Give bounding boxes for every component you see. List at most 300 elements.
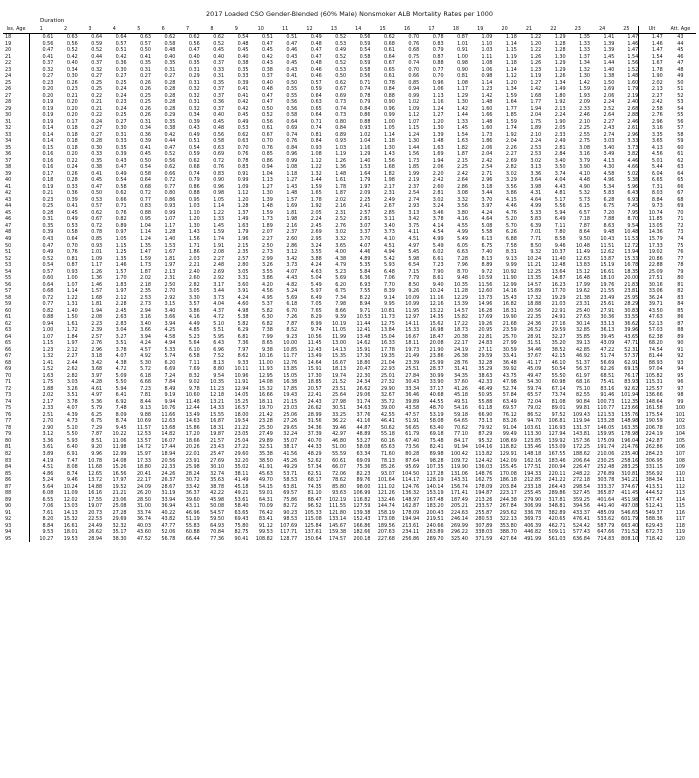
rate-cell: 15.33 (405, 327, 420, 334)
attained-age-cell: 73 (677, 229, 684, 236)
rate-cell: 33.94 (161, 496, 176, 503)
issue-age-cell: 91 (3, 510, 29, 517)
attained-age-cell: 80 (677, 275, 684, 282)
rate-cell: 2.27 (66, 353, 78, 360)
ultimate-rate-cell: 5.01 (639, 158, 665, 165)
rate-cell: 33.90 (429, 379, 444, 386)
rate-cell: 4.37 (213, 307, 225, 314)
rate-cell: 2.10 (530, 131, 542, 138)
rate-cell: 75.48 (429, 437, 444, 444)
attained-age-cell: 120 (675, 535, 686, 542)
rate-cell: 0.43 (286, 66, 298, 73)
rate-cell: 451.98 (621, 496, 639, 503)
rate-cell: 11.99 (332, 333, 347, 340)
rate-cell: 10.53 (356, 314, 371, 321)
rate-cell: 44.87 (356, 424, 371, 431)
attained-age-cell: 46 (677, 53, 684, 60)
rate-cell: 1.41 (42, 359, 54, 366)
issue-age-cell: 86 (3, 477, 29, 484)
rate-cell: 3.97 (481, 203, 493, 210)
ultimate-rate-cell: 10.74 (639, 210, 665, 217)
rate-cell: 0.23 (115, 99, 127, 106)
issue-age-cell: 34 (3, 138, 29, 145)
rate-cell: 2.45 (115, 307, 127, 314)
rate-cell: 11.93 (258, 366, 273, 373)
rate-cell: 2.25 (359, 196, 371, 203)
rate-cell: 1.26 (335, 157, 347, 164)
rate-cell: 23.81 (624, 288, 639, 295)
rate-cell: 51.91 (405, 418, 420, 425)
rate-cell: 18.35 (624, 268, 639, 275)
rate-cell: 1.73 (481, 131, 493, 138)
rate-cell: 0.34 (66, 66, 78, 73)
rate-cell: 6.49 (310, 294, 322, 301)
attained-age-cell: 54 (677, 105, 684, 112)
rate-cell: 4.82 (286, 281, 298, 288)
rate-cell: 0.88 (188, 190, 200, 197)
rate-cell: 3.02 (505, 170, 517, 177)
attained-age-cell: 57 (677, 125, 684, 132)
ultimate-rate-cell: 384.34 (639, 477, 665, 484)
rate-cell: 23.31 (575, 301, 590, 308)
rate-cell: 0.36 (66, 190, 78, 197)
rate-cell: 0.88 (140, 209, 151, 216)
rate-cell: 4.97 (408, 242, 420, 249)
rate-cell: 1.53 (359, 164, 371, 171)
rate-cell: 9.13 (140, 405, 151, 412)
rate-cell: 369.73 (524, 516, 542, 523)
ultimate-rate-cell: 2.76 (639, 112, 665, 119)
rate-cell: 3.08 (457, 190, 469, 197)
rate-cell: 2.31 (164, 275, 176, 282)
rate-cell: 1.24 (432, 105, 444, 112)
rate-cell: 14.64 (307, 359, 322, 366)
rate-cell: 17.32 (527, 294, 542, 301)
rate-cell: 31.41 (454, 366, 469, 373)
rate-cell: 33.41 (502, 353, 517, 360)
rate-cell: 0.90 (457, 66, 469, 73)
rate-cell: 10.35 (210, 379, 225, 386)
rate-cell: 14.57 (454, 307, 469, 314)
rate-cell: 5.79 (91, 405, 103, 412)
rate-cell: 1.27 (530, 79, 542, 86)
rate-cell: 4.72 (213, 314, 225, 321)
rate-cell: 5.73 (579, 196, 590, 203)
rate-cell: 50.95 (478, 392, 493, 399)
rate-cell: 1.36 (91, 275, 103, 282)
rate-cell: 68.17 (307, 477, 322, 484)
ultimate-rate-cell: 1.54 (639, 54, 665, 61)
issue-age-cell: 90 (3, 503, 29, 510)
rate-cell: 60.88 (185, 529, 200, 536)
rate-cell: 5.69 (286, 294, 298, 301)
rate-cell: 65.63 (380, 444, 395, 451)
rate-cell: 0.52 (335, 60, 347, 67)
rate-cell: 1.70 (115, 275, 127, 282)
issue-age-cell: 73 (3, 392, 29, 399)
rate-cell: 0.49 (115, 170, 127, 177)
rate-cell: 2.96 (481, 177, 493, 184)
rate-cell: 0.72 (213, 157, 225, 164)
rate-cell: 4.49 (188, 320, 200, 327)
rate-cell: 1.31 (66, 301, 78, 308)
rate-cell: 14.82 (161, 431, 176, 438)
rate-cell: 1.27 (262, 183, 273, 190)
rate-cell: 1.41 (603, 34, 615, 40)
rate-cell: 1.44 (603, 60, 615, 67)
rate-cell: 49.29 (283, 464, 298, 471)
rate-cell: 0.62 (164, 164, 176, 171)
ultimate-rate-cell: 672.73 (639, 529, 665, 536)
attained-age-cell: 93 (677, 359, 684, 366)
rate-cell: 0.62 (91, 209, 103, 216)
rate-cell: 2.86 (286, 242, 298, 249)
rate-cell: 0.98 (481, 73, 493, 80)
rate-cell: 24.19 (454, 346, 469, 353)
rate-cell: 441.40 (597, 503, 615, 510)
issue-age-cell: 88 (3, 490, 29, 497)
rate-cell: 11.56 (478, 281, 493, 288)
rate-cell: 0.45 (213, 118, 225, 125)
rate-cell: 4.58 (164, 333, 176, 340)
rate-cell: 0.26 (140, 105, 151, 112)
rate-cell: 183.46 (548, 457, 566, 464)
rate-cell: 1.50 (603, 79, 615, 86)
rate-cell: 6.05 (457, 242, 469, 249)
rate-cell: 227.68 (377, 535, 395, 542)
rate-cell: 78.13 (380, 457, 395, 464)
rate-cell: 2.85 (383, 209, 395, 216)
rate-cell: 0.47 (310, 47, 322, 54)
rate-cell: 143.31 (450, 477, 469, 484)
rate-cell: 4.51 (383, 242, 395, 249)
ultimate-rate-cell: 629.43 (639, 523, 665, 530)
rate-cell: 12.25 (527, 268, 542, 275)
rate-cell: 25.01 (380, 372, 395, 379)
rate-cell: 22.17 (136, 477, 151, 484)
rate-cell: 13.85 (283, 366, 298, 373)
rate-cell: 1.42 (481, 92, 493, 99)
rate-cell: 6.75 (603, 203, 615, 210)
rate-cell: 7.52 (213, 353, 225, 360)
rate-cell: 1.89 (262, 222, 273, 229)
rate-cell: 46.49 (478, 385, 493, 392)
rate-cell: 1.79 (627, 86, 639, 93)
rate-cell: 136.03 (475, 464, 493, 471)
rate-cell: 146.05 (597, 424, 615, 431)
rate-cell: 1.72 (66, 327, 78, 334)
rate-cell: 82.72 (283, 503, 298, 510)
rate-cell: 1.33 (579, 47, 590, 54)
attained-age-cell: 69 (677, 203, 684, 210)
rate-cell: 11.09 (63, 490, 78, 497)
rate-cell: 42.55 (380, 411, 395, 418)
rate-cell: 107.35 (426, 464, 444, 471)
rate-cell: 2.33 (554, 131, 566, 138)
rate-cell: 0.94 (262, 164, 273, 171)
ultimate-rate-cell: 2.27 (639, 93, 665, 100)
rate-cell: 2.05 (554, 125, 566, 132)
rate-cell: 3.57 (188, 301, 200, 308)
rate-cell: 2.44 (66, 359, 78, 366)
rate-cell: 54.15 (258, 483, 273, 490)
rate-cell: 12.75 (380, 320, 395, 327)
rate-cell: 1.97 (164, 262, 176, 269)
rate-cell: 7.65 (310, 307, 322, 314)
issue-age-cell: 45 (3, 210, 29, 217)
rate-cell: 111.02 (377, 483, 395, 490)
rate-cell: 51.74 (600, 353, 615, 360)
rate-cell: 12.63 (161, 418, 176, 425)
rate-cell: 0.96 (383, 105, 395, 112)
rate-cell: 36.48 (502, 359, 517, 366)
rate-cell: 1.28 (164, 229, 176, 236)
rate-cell: 15.91 (307, 366, 322, 373)
rate-cell: 20.95 (478, 327, 493, 334)
rate-cell: 15.05 (283, 372, 298, 379)
rate-cell: 0.70 (66, 242, 78, 249)
rate-cell: 29.59 (478, 353, 493, 360)
issue-age-cell: 23 (3, 67, 29, 74)
rate-cell: 3.15 (164, 301, 176, 308)
rate-cell: 0.18 (66, 138, 78, 145)
ultimate-rate-cell: 7.31 (639, 184, 665, 191)
rate-cell: 10.24 (429, 288, 444, 295)
rate-cell: 123.85 (524, 437, 542, 444)
rate-cell: 0.73 (335, 112, 347, 119)
rate-cell: 13.03 (63, 503, 78, 510)
rate-cell: 107.69 (280, 522, 298, 529)
rate-cell: 1.47 (140, 249, 151, 256)
rate-cell: 11.49 (575, 249, 590, 256)
rate-cell: 50.54 (551, 366, 566, 373)
rate-cell: 0.69 (286, 125, 298, 132)
rate-cell: 3.94 (140, 333, 151, 340)
rate-cell: 1.32 (310, 170, 322, 177)
rate-cell: 5.98 (408, 255, 420, 262)
rate-cell: 37.17 (429, 385, 444, 392)
rate-cell: 20.00 (624, 275, 639, 282)
rate-cell: 6.29 (237, 327, 249, 334)
rate-cell: 63.34 (356, 451, 371, 457)
duration-header-25: 25 (614, 26, 638, 34)
rate-cell: 2.70 (164, 288, 176, 295)
rate-cell: 19.62 (575, 288, 590, 295)
rate-cell: 77.10 (454, 431, 469, 438)
rate-cell: 27.32 (380, 379, 395, 386)
attained-age-cell: 109 (675, 464, 686, 471)
rate-cell: 30.99 (429, 372, 444, 379)
rate-cell: 200.18 (353, 535, 371, 542)
rate-cell: 50.08 (210, 503, 225, 510)
rate-cell: 128.77 (280, 535, 298, 542)
issue-age-cell: 62 (3, 321, 29, 328)
attained-age-cell: 79 (677, 268, 684, 275)
rate-cell: 1.91 (213, 242, 225, 249)
rate-cell: 25.04 (234, 437, 249, 444)
rate-cell: 2.90 (42, 424, 54, 431)
rate-cell: 0.35 (213, 79, 225, 86)
rate-cell: 32.74 (210, 470, 225, 477)
rate-cell: 0.73 (335, 99, 347, 106)
attained-age-cell: 86 (677, 314, 684, 321)
rate-cell: 15.97 (136, 451, 151, 457)
rate-cell: 0.31 (188, 79, 200, 86)
ultimate-rate-cell: 242.87 (639, 438, 665, 445)
rate-cell: 153.19 (426, 490, 444, 497)
rate-cell: 0.57 (140, 40, 151, 47)
rate-cell: 80.28 (405, 451, 420, 457)
rate-cell: 0.56 (164, 157, 176, 164)
rate-cell: 7.23 (140, 385, 151, 392)
rate-cell: 20.38 (454, 333, 469, 340)
rate-cell: 0.52 (66, 47, 78, 54)
rate-cell: 118.82 (499, 444, 517, 451)
attained-age-cell: 112 (675, 483, 686, 490)
rate-cell: 15.32 (258, 385, 273, 392)
rate-cell: 1.14 (505, 66, 517, 73)
rate-cell: 73.56 (405, 444, 420, 451)
attained-age-cell: 90 (677, 340, 684, 347)
rate-cell: 110.77 (597, 405, 615, 412)
rate-cell: 104.50 (402, 470, 420, 477)
rate-cell: 2.93 (408, 203, 420, 210)
rate-cell: 64.93 (210, 522, 225, 529)
issue-age-cell: 60 (3, 308, 29, 315)
rate-cell: 5.35 (359, 262, 371, 269)
ultimate-rate-cell: 190.59 (639, 418, 665, 425)
rate-cell: 14.72 (136, 444, 151, 451)
rate-cell: 2.73 (140, 301, 151, 308)
rate-cell: 51.37 (575, 359, 590, 366)
rate-cell: 5.33 (164, 346, 176, 353)
rate-cell: 5.17 (554, 196, 566, 203)
rate-cell: 3.40 (140, 320, 151, 327)
rate-cell: 16.16 (88, 490, 103, 497)
rate-cell: 0.61 (262, 125, 273, 132)
rate-cell: 29.65 (283, 424, 298, 431)
rate-cell: 336.78 (524, 509, 542, 516)
rate-cell: 72.06 (332, 470, 347, 477)
rate-cell: 33.55 (624, 314, 639, 321)
rate-cell: 17.97 (112, 477, 127, 484)
rate-cell: 11.21 (527, 262, 542, 269)
rate-cell: 0.27 (140, 73, 151, 80)
rate-cell: 55.18 (380, 431, 395, 438)
rate-cell: 4.25 (164, 327, 176, 334)
rate-cell: 75.41 (600, 379, 615, 386)
duration-label: Duration (40, 18, 65, 24)
rate-cell: 13.68 (161, 424, 176, 431)
rate-cell: 2.53 (140, 294, 151, 301)
rate-cell: 1.59 (140, 255, 151, 262)
rate-cell: 0.81 (66, 255, 78, 262)
rate-cell: 0.33 (213, 66, 225, 73)
attained-age-cell: 56 (677, 118, 684, 125)
rate-cell: 0.62 (164, 34, 176, 40)
rate-cell: 57.37 (624, 353, 639, 360)
rate-cell: 0.52 (42, 255, 54, 262)
rate-cell: 1.23 (530, 66, 542, 73)
attained-age-cell: 50 (677, 79, 684, 86)
rate-cell: 3.73 (286, 262, 298, 269)
rate-cell: 4.24 (481, 209, 493, 216)
rate-cell: 37.60 (454, 379, 469, 386)
rate-cell: 1.57 (286, 196, 298, 203)
rate-cell: 3.55 (310, 249, 322, 256)
rate-cell: 32.27 (551, 333, 566, 340)
rate-cell: 178.09 (475, 483, 493, 490)
rate-cell: 55.83 (185, 522, 200, 529)
rate-cell: 5.45 (408, 249, 420, 256)
rate-cell: 5.08 (481, 222, 493, 229)
rate-cell: 1.43 (286, 183, 298, 190)
rate-cell: 14.33 (210, 405, 225, 412)
attained-age-cell: 89 (677, 333, 684, 340)
rate-cell: 1.86 (481, 138, 493, 145)
rate-cell: 6.26 (505, 229, 517, 236)
rate-cell: 3.12 (42, 431, 54, 438)
ultimate-rate-cell: 718.42 (639, 536, 665, 543)
rate-cell: 0.23 (66, 86, 78, 93)
rate-cell: 33.13 (600, 320, 615, 327)
rate-cell: 2.12 (66, 346, 78, 353)
rate-cell: 60.61 (332, 457, 347, 464)
rate-cell: 0.25 (91, 86, 103, 93)
rate-cell: 0.50 (286, 79, 298, 86)
rate-cell: 0.93 (91, 242, 103, 249)
attained-age-cell: 78 (677, 262, 684, 269)
rate-cell: 162.87 (402, 503, 420, 510)
issue-age-cell: 38 (3, 164, 29, 171)
ultimate-rate-cell: 11.85 (639, 216, 665, 223)
rate-cell: 1.48 (335, 170, 347, 177)
attained-age-cell: 67 (677, 190, 684, 197)
rate-cell: 19.76 (600, 281, 615, 288)
rate-cell: 6.20 (335, 281, 347, 288)
rate-cell: 1.08 (286, 164, 298, 171)
rate-cell: 7.06 (42, 503, 54, 510)
rate-cell: 15.55 (210, 411, 225, 418)
rate-cell: 2.64 (457, 177, 469, 184)
rate-cell: 1.49 (237, 216, 249, 223)
rate-cell: 73.13 (478, 418, 493, 425)
rate-cell: 48.29 (307, 451, 322, 457)
rate-cell: 0.64 (91, 34, 103, 40)
ultimate-rate-cell: 2.96 (639, 119, 665, 126)
rate-cell: 0.62 (383, 34, 395, 40)
rate-cell: 2.02 (140, 275, 151, 282)
rate-cell: 24.26 (161, 470, 176, 477)
rate-cell: 5.24 (42, 477, 54, 484)
rate-cell: 81.10 (307, 490, 322, 497)
rate-cell: 3.42 (91, 359, 103, 366)
rate-cell: 0.76 (66, 249, 78, 256)
rate-cell: 92.62 (624, 385, 639, 392)
ultimate-rate-cell: 3.35 (639, 132, 665, 139)
rate-cell: 2.07 (262, 229, 273, 236)
rate-cell: 139.38 (353, 509, 371, 516)
rate-cell: 2.40 (627, 99, 639, 106)
duration-header-24: 24 (590, 26, 614, 34)
rate-cell: 333.37 (597, 483, 615, 490)
duration-header-7: 7 (175, 26, 199, 34)
rate-cell: 28.50 (136, 496, 151, 503)
rate-cell: 2.82 (66, 372, 78, 379)
rate-cell: 491.99 (524, 535, 542, 542)
rate-cell: 18.85 (307, 379, 322, 386)
rate-cell: 0.99 (164, 209, 176, 216)
